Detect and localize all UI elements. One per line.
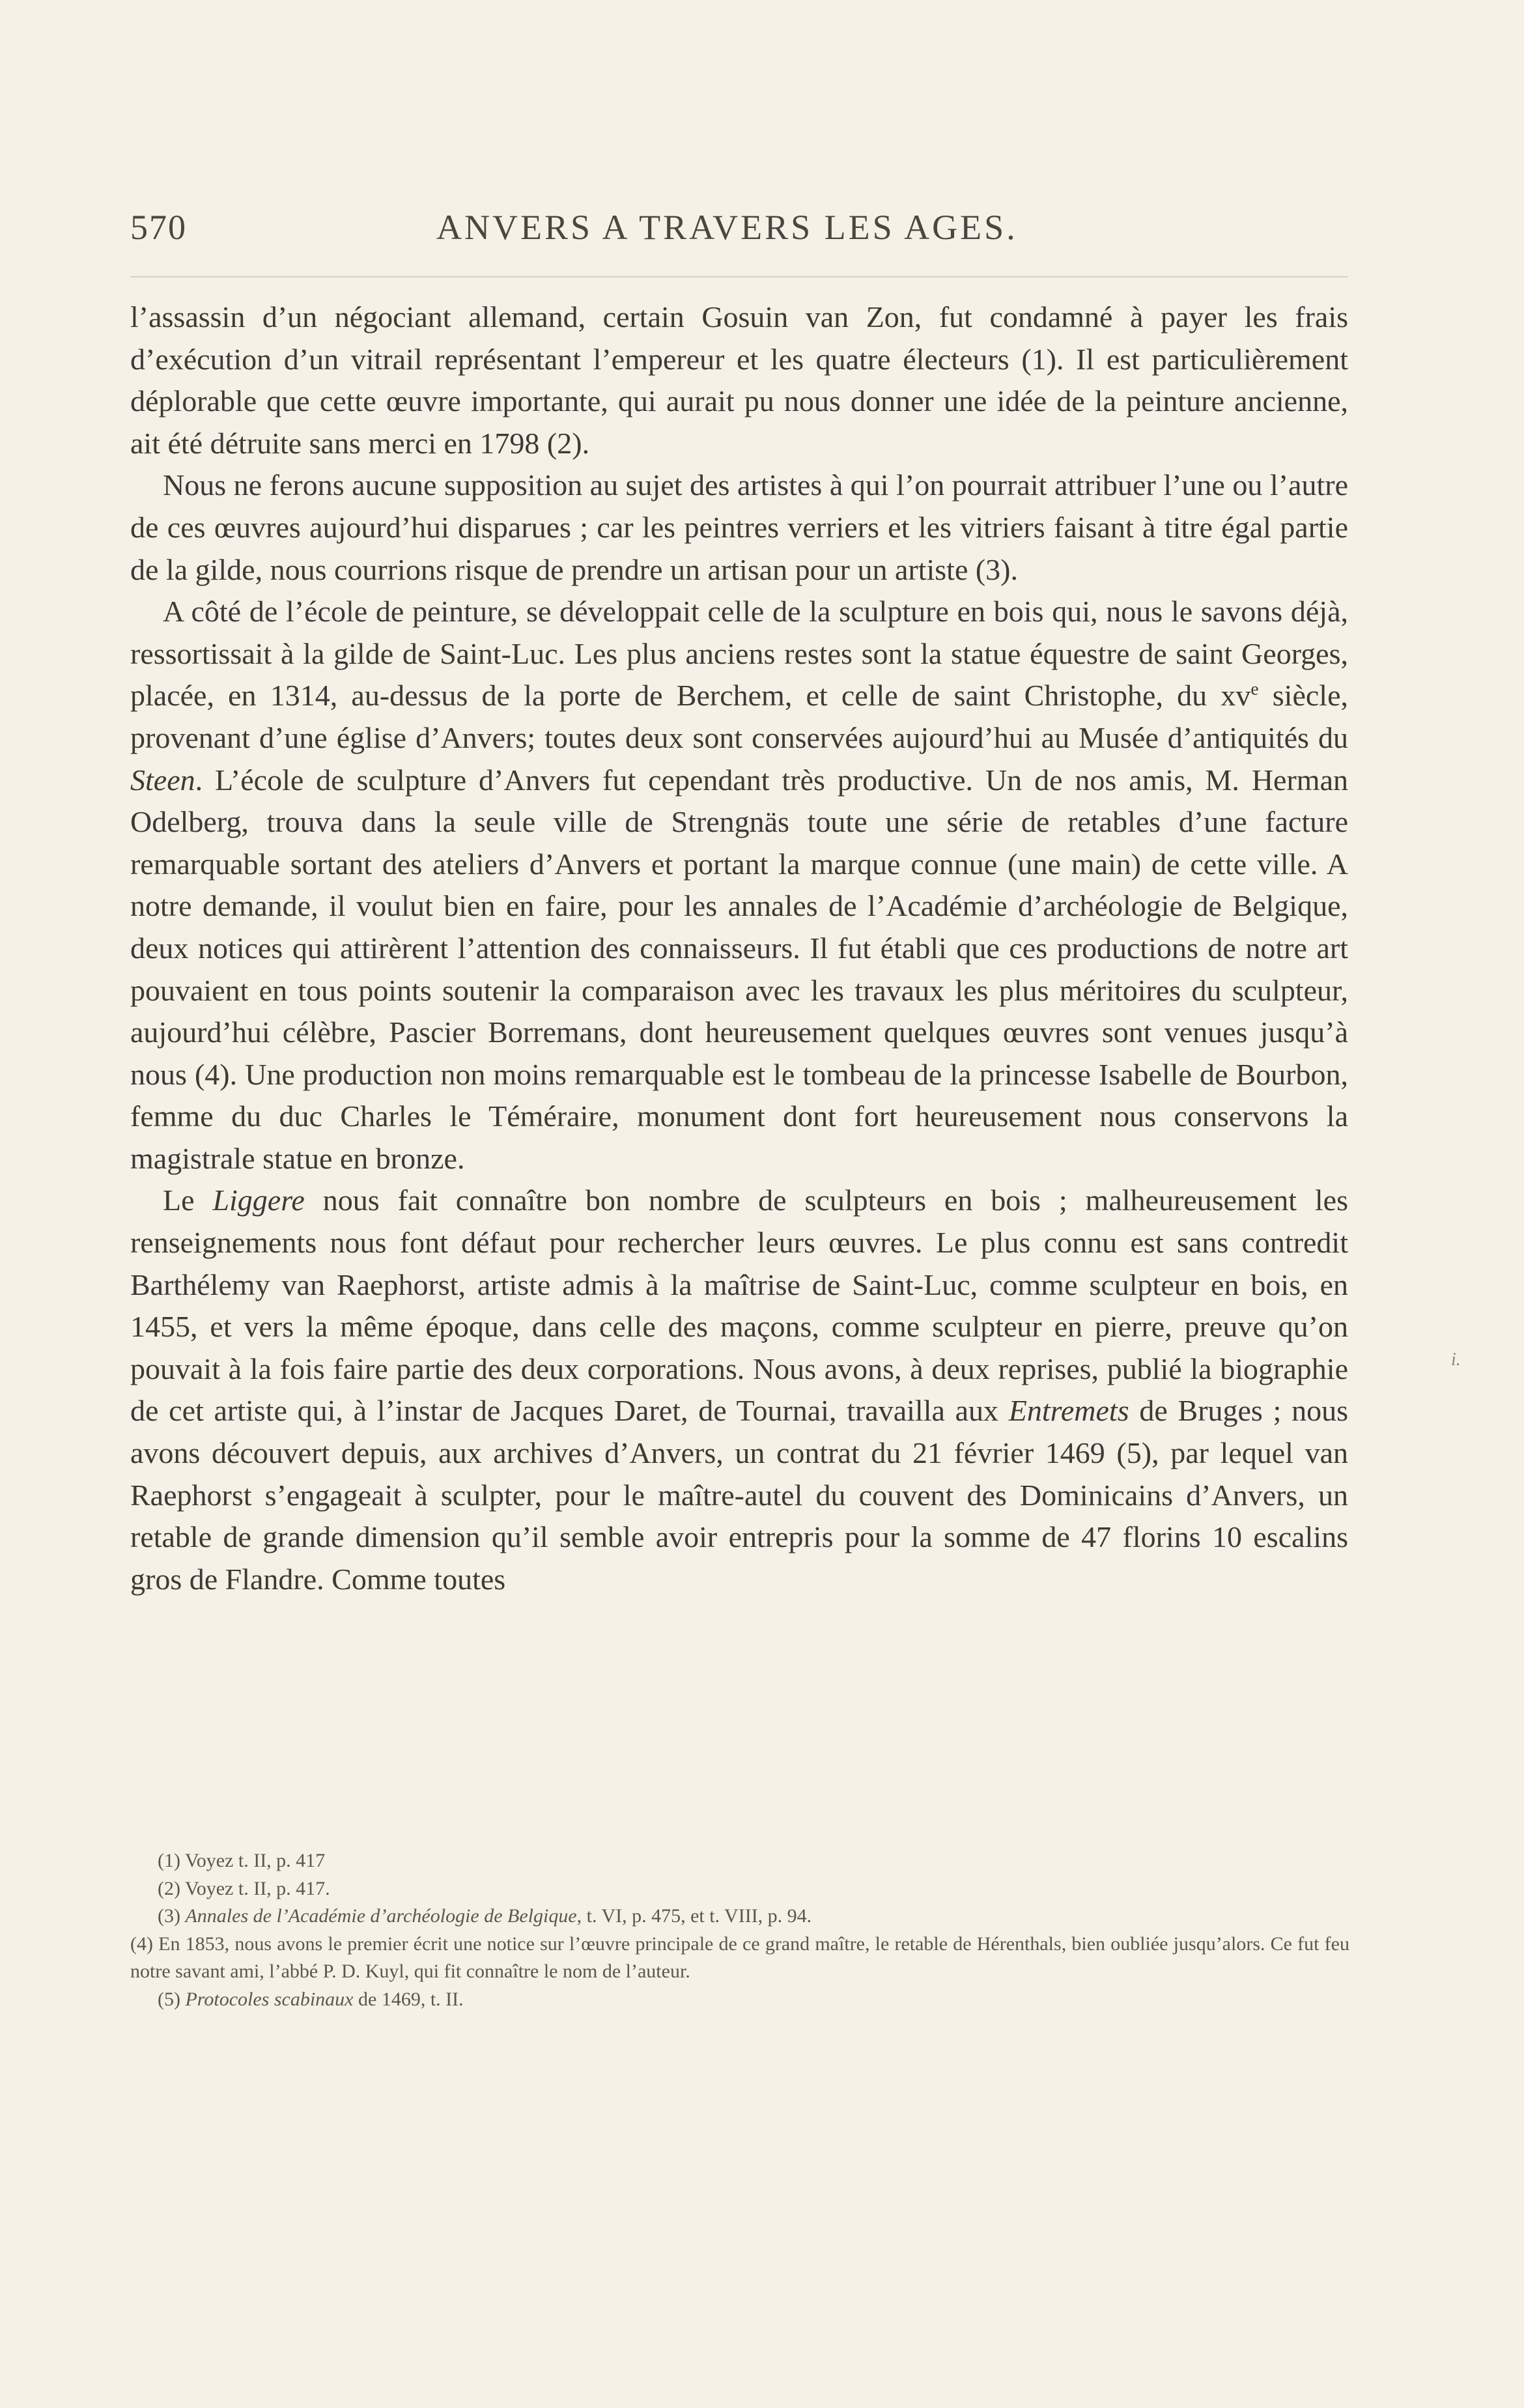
text-run: Le [163,1183,213,1217]
italic-text: Liggere [212,1183,305,1217]
text-run: A côté de l’école de peinture, se développait celle de la sculpture en bois qui, nous le savons déjà, ressortissait à la gilde de Saint-Luc. Les plus anciens restes sont la statue équestre de saint Georges, placée, en 1314, au-dessus de la porte de Berchem, et celle de saint Christophe, du xv [130,595,1348,713]
italic-text: Entremets [1008,1394,1129,1428]
footnote [130,1931,1349,1986]
footnote [158,1875,1349,1903]
text-run: de Bruges ; nous avons découvert depuis, aux archives d’Anvers, un contrat du 21 février 1469 (5), par lequel van Raephorst s’engageait à sculpter, pour le maître-autel du couvent des Dominicains d’Anvers, un retable de grande dimension qu’il semble avoir entrepris pour la somme de 47 florins 10 escalins gros de Flandre. Comme toutes [130,1394,1348,1596]
footnote [158,1986,1349,2014]
text-run: (1) Voyez t. II, p. 417 [158,1850,326,1871]
italic-text: Steen [130,763,195,797]
header-rule [130,276,1348,277]
text-run: (3) [158,1905,186,1927]
italic-text: Annales de l’Académie d’archéologie de Belgique [185,1905,577,1927]
text-run: l’assassin d’un négociant allemand, certain Gosuin van Zon, fut condamné à payer les frais d’exécution d’un vitrail représentant l’empereur et les quatre électeurs (1). Il est particulièrement déplorable que cette œuvre importante, qui aurait pu nous donner une idée de la peinture ancienne, ait été détruite sans merci en 1798 (2). [130,300,1348,460]
text-run: de 1469, t. II. [353,1988,464,2010]
superscript: e [1250,678,1259,699]
text-run: (2) Voyez t. II, p. 417. [158,1877,330,1899]
page-header [130,207,1348,259]
margin-mark: i. [1451,1350,1461,1370]
text-run: Nous ne ferons aucune supposition au sujet des artistes à qui l’on pourrait attribuer l’une ou l’autre de ces œuvres aujourd’hui disparues ; car les peintres verriers et les vitriers faisant à titre égal partie de la gilde, nous courrions risque de prendre un artisan pour un artiste (3). [130,468,1348,586]
paragraph [130,464,1348,591]
text-run: (5) [158,1988,186,2010]
body-text [130,296,1348,1600]
text-run: (4) En 1853, nous avons le premier écrit une notice sur l’œuvre principale de ce grand maître, le retable de Hérenthals, bien oubliée jusqu’alors. Ce fut feu notre savant ami, l’abbé P. D. Kuyl, qui fit connaître le nom de l’auteur. [130,1933,1349,1982]
paragraph [130,1180,1348,1600]
italic-text: Protocoles scabinaux [185,1988,354,2010]
text-run: siècle, provenant d’une église d’Anvers; toutes deux sont conservées aujourd’hui au Musée d’antiquités du [130,679,1348,754]
footnote [158,1903,1349,1931]
text-run: , t. VI, p. 475, et t. VIII, p. 94. [576,1905,812,1927]
paragraph [130,591,1348,1180]
footnote [158,1847,1349,1875]
running-title: ANVERS A TRAVERS LES AGES. [436,208,1018,247]
paragraph [130,296,1348,464]
page-number: 570 [130,208,187,247]
text-run: nous fait connaître bon nombre de sculpteurs en bois ; malheureusement les renseignements nous font défaut pour rechercher leurs œuvres. Le plus connu est sans contredit Barthélemy van Raephorst, artiste admis à la maîtrise de Saint-Luc, comme sculpteur en bois, en 1455, et vers la même époque, dans celle des maçons, comme sculpteur en pierre, preuve qu’on pouvait à la fois faire partie des deux corporations. Nous avons, à deux reprises, publié la biographie de cet artiste qui, à l’instar de Jacques Daret, de Tournai, travailla aux [130,1183,1348,1428]
text-run: . L’école de sculpture d’Anvers fut cependant très productive. Un de nos amis, M. Herman Odelberg, trouva dans la seule ville de Strengnäs toute une série de retables d’une facture remarquable sortant des ateliers d’Anvers et portant la marque connue (une main) de cette ville. A notre demande, il voulut bien en faire, pour les annales de l’Académie d’archéologie de Belgique, deux notices qui attirèrent l’attention des connaisseurs. Il fut établi que ces productions de notre art pouvaient en tous points soutenir la comparaison avec les travaux les plus méritoires du sculpteur, aujourd’hui célèbre, Pascier Borremans, dont heureusement quelques œuvres sont venues jusqu’à nous (4). Une production non moins remarquable est le tombeau de la princesse Isabelle de Bourbon, femme du duc Charles le Téméraire, monument dont fort heureusement nous conservons la magistrale statue en bronze. [130,763,1348,1175]
footnotes [130,1847,1349,2013]
